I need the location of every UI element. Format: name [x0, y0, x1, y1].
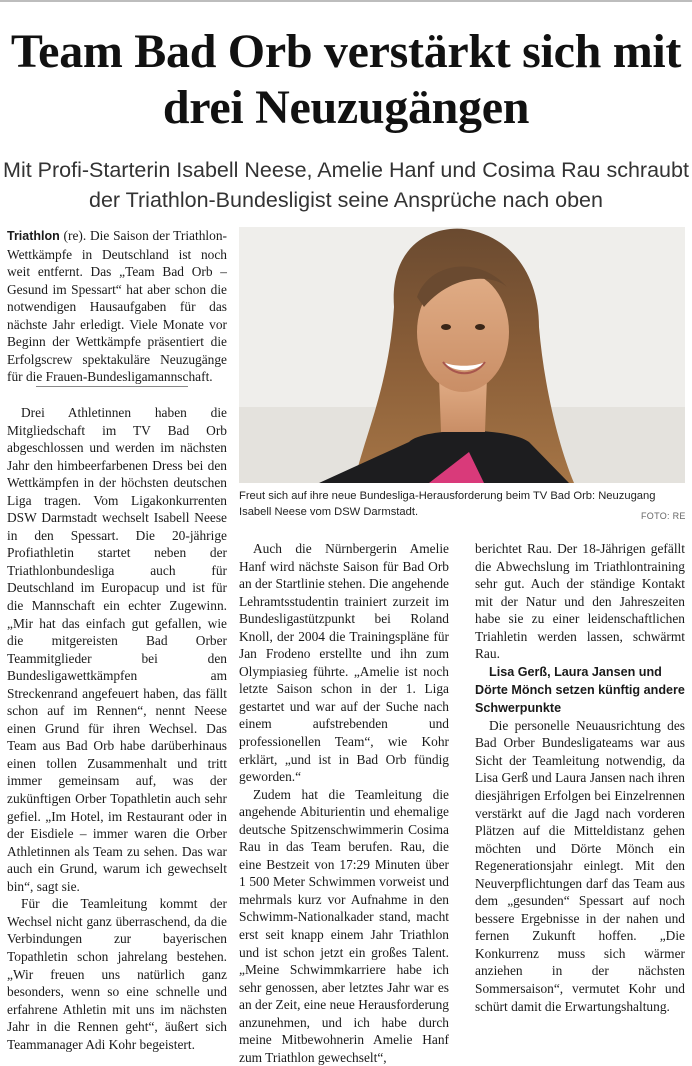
headline: Team Bad Orb verstärkt sich mit drei Neuzugängen — [10, 25, 682, 134]
paragraph: Für die Teamleitung kommt der Wechsel nicht ganz überraschend, da die Verbindungen zur bayerischen Topathletin schon jahrelang bestehen. „Wir freuen uns natürlich ganz besonders, wenn so eine schnelle und erfahrene Athletin mit uns im nächsten Jahr in die Rennen geht“, äußert sich Teammanager Adi Kohr begeistert. — [7, 896, 227, 1052]
kicker: Triathlon — [7, 229, 60, 243]
top-border — [0, 0, 692, 2]
paragraph: Die personelle Neuausrichtung des Bad Orber Bundesligateams war aus Sicht der Teamleitung notwendig, da Lisa Gerß und Laura Jansen nach ihren diesjährigen Erfolgen bei Einzelrennen verstärkt auf die Jagd nach vorderen Plätzen auf die Mitteldistanz gehen möchten und Dörte Mönch ein Regenerationsjahr einlegt. Mit den Neuverpflichtungen darf das Team aus dem „gesunden“ Spessart auf noch bessere Ergebnisse in der nahen und fernen Zukunft hoffen. „Die Konkurrenz muss sich wärmer anziehen in der nächsten Sommersaison“, vermutet Kohr und schürt damit die Erwartungshaltung. — [475, 717, 685, 1014]
lead-text: (re). Die Saison der Triathlon-Wettkämpfe in Deutschland ist noch weit entfernt. Das „Team Bad Orb – Gesund im Spessart“ hat aber schon die notwendigen Hausaufgaben für das nächste Jahr erledigt. Viele Monate vor Beginn der Wettkämpfe präsentiert die Erfolgscrew spektakuläre Neuzugänge für die Frauen-Bundesligamannschaft. — [7, 228, 227, 385]
photo-credit: FOTO: RE — [641, 511, 686, 521]
paragraph: Zudem hat die Teamleitung die angehende Abiturientin und ehemalige deutsche Spitzenschwimmerin Cosima Rau in das Team berufen. Rau, die eine Bestzeit von 17:29 Minuten über 1 500 Meter Schwimmen vorweist und mehrmals kurz vor Aufnahme in den Schwimm-Nationalkader stand, macht erst seit knapp einem Jahr Triathlon und ist schon jetzt ein großes Talent. „Meine Schwimmkarriere habe ich sehr genossen, aber letztes Jahr war es an der Zeit, eine neue Herausforderung anzunehmen, und ich habe durch meine Mitbewohnerin Amelie Hanf zum Triathlon gewechselt“, — [239, 786, 449, 1065]
paragraph: Drei Athletinnen haben die Mitgliedschaft im TV Bad Orb abgeschlossen und werden im nächsten Jahr den himbeerfarbenen Dress bei den Wettkämpfen in der höchsten deutschen Liga tragen. Vom Ligakonkurrenten DSW Darmstadt wechselt Isabell Neese in den Spessart. Die 20-jährige Profiathletin startet neben der Triathlonbundesliga auch für Deutschland im Europacup und ist für die Mannschaft ein echter Zugewinn. „Mir hat das einfach gut gefallen, wie die mitgereisten Bad Orber Teammitglieder bei den Bundesligawettkämpfen am Streckenrand angefeuert haben, das fällt schon auf im Rennen“, nennt Neese einen Grund für ihren Wechsel. Das Team aus Bad Orb habe darüberhinaus einen tollen Zusammenhalt und tritt immer gemeinsam auf, was der zukünftigen Orber Topathletin auch sehr gefiel. „Im Hotel, im Restaurant oder in der Eisdiele – immer waren die Orber Athletinnen als Team zu sehen. Das war auch ein Grund, warum ich gewechselt bin“, sagt sie. — [7, 405, 227, 894]
paragraph: Auch die Nürnbergerin Amelie Hanf wird nächste Saison für Bad Orb an der Startlinie stehen. Die angehende Lehramtsstudentin trainiert zurzeit im Bundesligastützpunkt bei Roland Knoll, der 2004 die Trainingspläne für Jan Frodeno erstellte und ihn zum Olympiasieg führte. „Amelie ist noch letzte Saison schon in der 1. Liga gestartet und war auf der Suche nach einem aufstrebenden und professionellen Team“, wie Kohr erklärt, „und ist in Bad Orb fündig geworden.“ — [239, 541, 449, 785]
column-1 — [7, 404, 227, 1053]
subheadline: Mit Profi-Starterin Isabell Neese, Amelie Hanf und Cosima Rau schraubt der Triathlon-Bundesligist seine Ansprüche nach oben — [3, 158, 689, 212]
section-subheading: Lisa Gerß, Laura Jansen und Dörte Mönch setzen künftig andere Schwerpunkte — [475, 664, 685, 715]
column-3 — [475, 540, 685, 1015]
column-2 — [239, 540, 449, 1066]
separator-rule — [36, 386, 188, 387]
portrait-illustration — [239, 227, 685, 483]
photo-caption: Freut sich auf ihre neue Bundesliga-Herausforderung beim TV Bad Orb: Neuzugang Isabell Neese vom DSW Darmstadt. — [239, 490, 656, 518]
paragraph: berichtet Rau. Der 18-Jährigen gefällt die Abwechslung im Triathlontraining sehr gut. Auch der ständige Kontakt mit der Natur und den Jahreszeiten habe sie zu einer leidenschaftlichen Triahletin werden lassen, schwärmt Rau. — [475, 541, 685, 662]
athlete-photo — [239, 227, 685, 483]
lead-paragraph — [7, 227, 227, 386]
